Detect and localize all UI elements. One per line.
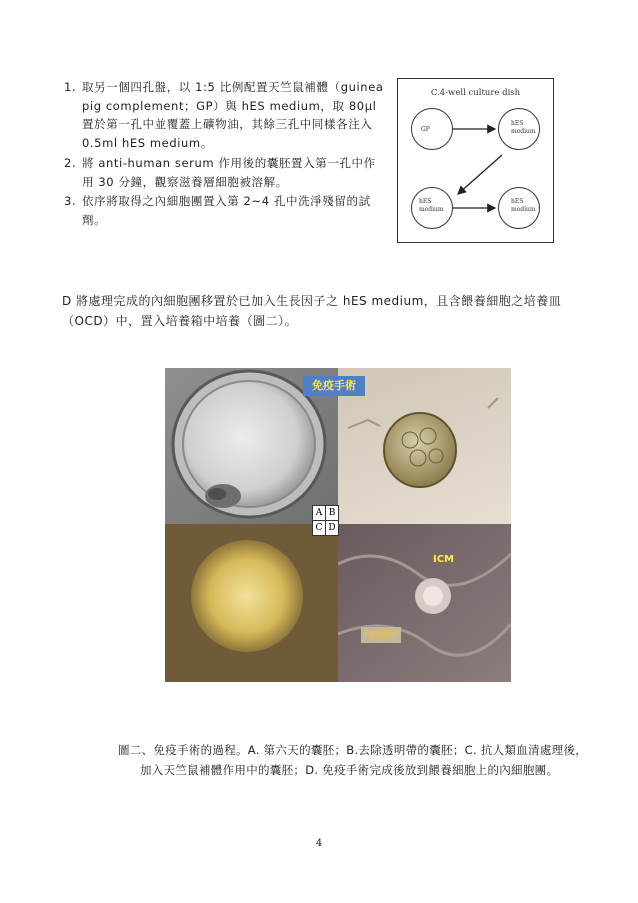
treated-blastocyst-image bbox=[165, 524, 338, 682]
icm-label: ICM bbox=[433, 554, 455, 565]
step-number: 3. bbox=[64, 194, 77, 208]
step-number: 2. bbox=[64, 156, 77, 170]
well-label: hES bbox=[511, 120, 524, 127]
panel-label-b: B bbox=[325, 505, 339, 521]
feeder-label: Feeder bbox=[361, 627, 401, 643]
photo-c-complement-treatment bbox=[165, 524, 338, 682]
step-1 bbox=[64, 78, 386, 152]
step-text: 將 anti-human serum 作用後的囊胚置入第一孔中作用 30 分鐘，觀察滋養層細胞被溶解。 bbox=[82, 156, 376, 189]
caption-text: 免疫手術的過程。A. 第六天的囊胚；B.去除透明帶的囊胚；C. 抗人類血清處理後，加入天竺鼠補體作用中的囊胚；D. 免疫手術完成後放到餵養細胞上的內細胞團。 bbox=[140, 743, 588, 777]
step-2 bbox=[64, 154, 386, 191]
step-text: 依序將取得之內細胞團置入第 2~4 孔中洗淨殘留的試劑。 bbox=[82, 194, 371, 227]
photo-d-icm-on-feeder bbox=[338, 524, 511, 682]
figure-caption bbox=[94, 740, 594, 780]
icm-on-feeder-image bbox=[338, 524, 511, 682]
well-label: medium bbox=[511, 206, 536, 213]
well-label: hES bbox=[419, 198, 432, 205]
section-d-paragraph: D 將處理完成的內細胞團移置於已加入生長因子之 hES medium，且含餵養細胞之培養皿（OCD）中，置入培養箱中培養（圖二）。 bbox=[62, 294, 562, 328]
page-number: 4 bbox=[315, 838, 323, 849]
well-label: hES bbox=[511, 198, 524, 205]
panel-label-c: C bbox=[312, 520, 326, 536]
panel-label-d: D bbox=[325, 520, 339, 536]
diagram-arrows bbox=[398, 79, 553, 242]
panel-label-a: A bbox=[312, 505, 326, 521]
arrow-diagonal bbox=[458, 155, 502, 194]
step-text: 取另一個四孔盤，以 1:5 比例配置天竺鼠補體（guinea pig complement；GP）與 hES medium，取 80µl 置於第一孔中並覆蓋上礦物油，其餘三孔中同樣各注入 0.5ml hES medium。 bbox=[82, 80, 384, 150]
culture-dish-diagram bbox=[397, 78, 554, 243]
caption-label: 圖二、 bbox=[118, 743, 154, 757]
immunosurgery-photo-panel bbox=[165, 368, 511, 682]
step-number: 1. bbox=[64, 80, 77, 94]
well-label: medium bbox=[419, 206, 444, 213]
well-label: GP bbox=[421, 126, 430, 133]
step-3 bbox=[64, 192, 386, 229]
well-label: medium bbox=[511, 128, 536, 135]
diagram-title: C.4-well culture dish bbox=[430, 88, 521, 98]
immunosurgery-title-tag: 免疫手術 bbox=[303, 376, 365, 396]
